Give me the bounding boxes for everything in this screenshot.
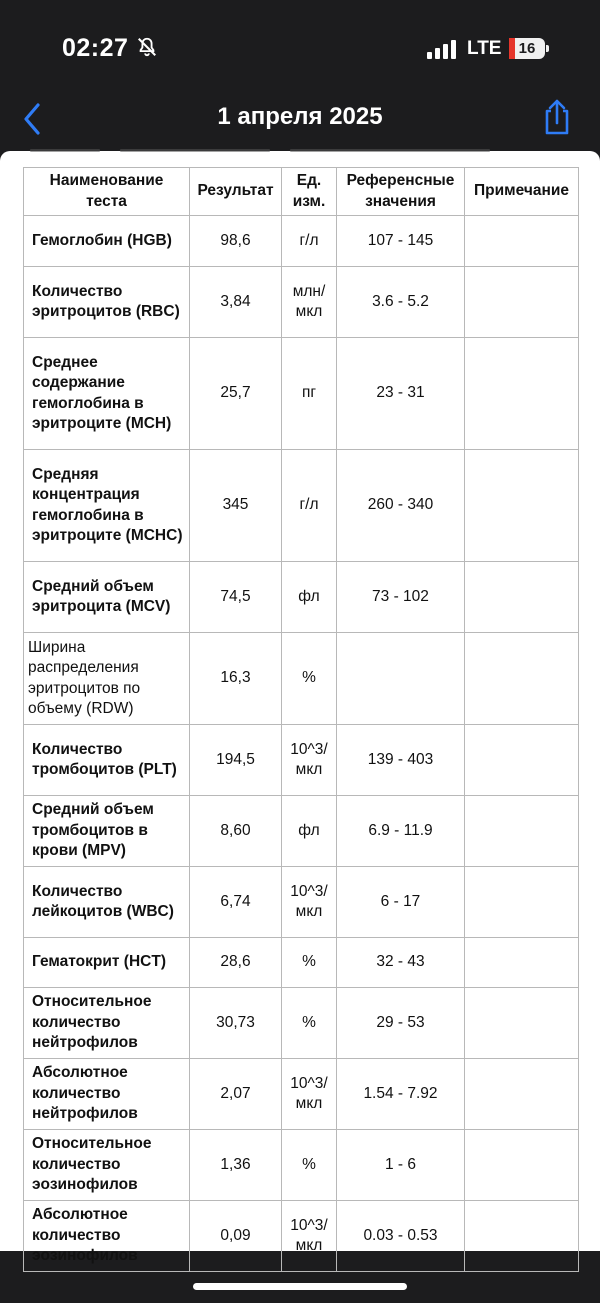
test-reference: 0.03 - 0.53 (337, 1201, 465, 1272)
test-reference: 260 - 340 (337, 450, 465, 562)
test-name: Гемоглобин (HGB) (24, 216, 190, 267)
header-result: Результат (190, 168, 282, 216)
battery-level-fill (509, 38, 515, 59)
test-name: Средний объем эритроцита (MCV) (24, 562, 190, 633)
test-name: Среднее содержание гемоглобина в эритроците (MCH) (24, 338, 190, 450)
test-unit: млн/ мкл (282, 267, 337, 338)
test-result: 194,5 (190, 725, 282, 796)
test-result: 98,6 (190, 216, 282, 267)
table-row (24, 725, 579, 796)
test-note (465, 450, 579, 562)
status-time: 02:27 (62, 34, 129, 62)
page-title: 1 апреля 2025 (217, 103, 383, 130)
test-reference: 73 - 102 (337, 562, 465, 633)
test-name: Средний объем тромбоцитов в крови (MPV) (24, 796, 190, 867)
test-name: Количество эритроцитов (RBC) (24, 267, 190, 338)
table-row (24, 1059, 579, 1130)
table-row (24, 1201, 579, 1272)
table-row (24, 338, 579, 450)
test-reference: 32 - 43 (337, 938, 465, 988)
table-row (24, 450, 579, 562)
test-note (465, 1059, 579, 1130)
table-row (24, 938, 579, 988)
battery-percent: 16 (518, 40, 536, 57)
test-note (465, 1201, 579, 1272)
test-result: 30,73 (190, 988, 282, 1059)
bell-slash-icon (136, 36, 158, 58)
test-unit: г/л (282, 216, 337, 267)
test-name: Абсолютное количество нейтрофилов (24, 1059, 190, 1130)
table-row (24, 633, 579, 725)
test-result: 74,5 (190, 562, 282, 633)
test-note (465, 796, 579, 867)
header-unit: Ед. изм. (282, 168, 337, 216)
test-note (465, 338, 579, 450)
test-result: 345 (190, 450, 282, 562)
document-sheet[interactable] (0, 151, 600, 1265)
test-reference: 1 - 6 (337, 1130, 465, 1201)
test-name: Относительное количество нейтрофилов (24, 988, 190, 1059)
test-result: 3,84 (190, 267, 282, 338)
table-row (24, 562, 579, 633)
test-reference: 139 - 403 (337, 725, 465, 796)
cut-off-text-line (30, 139, 570, 155)
status-bar (0, 0, 600, 95)
test-note (465, 633, 579, 725)
test-reference: 3.6 - 5.2 (337, 267, 465, 338)
battery-icon (509, 38, 545, 59)
test-reference: 1.54 - 7.92 (337, 1059, 465, 1130)
test-name: Средняя концентрация гемоглобина в эритроците (MCHC) (24, 450, 190, 562)
test-reference: 29 - 53 (337, 988, 465, 1059)
table-row (24, 796, 579, 867)
table-row (24, 1130, 579, 1201)
test-note (465, 562, 579, 633)
test-unit: % (282, 988, 337, 1059)
test-name: Количество лейкоцитов (WBC) (24, 867, 190, 938)
network-type: LTE (467, 38, 502, 59)
test-note (465, 938, 579, 988)
header-test-name: Наименование теста (24, 168, 190, 216)
table-row (24, 867, 579, 938)
test-result: 16,3 (190, 633, 282, 725)
test-name: Относительное количество эозинофилов (24, 1130, 190, 1201)
test-reference: 23 - 31 (337, 338, 465, 450)
test-reference: 6.9 - 11.9 (337, 796, 465, 867)
battery-cap (546, 45, 549, 52)
test-note (465, 216, 579, 267)
test-unit: 10^3/ мкл (282, 867, 337, 938)
test-unit: 10^3/ мкл (282, 725, 337, 796)
test-result: 25,7 (190, 338, 282, 450)
test-result: 6,74 (190, 867, 282, 938)
test-result: 0,09 (190, 1201, 282, 1272)
test-result: 28,6 (190, 938, 282, 988)
test-reference (337, 633, 465, 725)
table-row (24, 216, 579, 267)
test-unit: фл (282, 562, 337, 633)
test-name: Количество тромбоцитов (PLT) (24, 725, 190, 796)
table-row (24, 267, 579, 338)
test-name: Абсолютное количество эозинофилов (24, 1201, 190, 1272)
test-unit: % (282, 633, 337, 725)
test-name: Ширина распределения эритроцитов по объему (RDW) (24, 633, 190, 725)
table-header-row (24, 168, 579, 216)
table-row (24, 988, 579, 1059)
header-note: Примечание (465, 168, 579, 216)
signal-bars-icon (427, 39, 459, 59)
test-result: 8,60 (190, 796, 282, 867)
test-reference: 6 - 17 (337, 867, 465, 938)
test-note (465, 867, 579, 938)
test-reference: 107 - 145 (337, 216, 465, 267)
results-table (23, 167, 579, 1272)
test-result: 2,07 (190, 1059, 282, 1130)
test-unit: 10^3/ мкл (282, 1201, 337, 1272)
test-name: Гематокрит (HCT) (24, 938, 190, 988)
test-unit: % (282, 1130, 337, 1201)
test-note (465, 1130, 579, 1201)
test-note (465, 725, 579, 796)
share-icon[interactable] (541, 97, 573, 137)
home-indicator[interactable] (193, 1283, 407, 1290)
test-unit: пг (282, 338, 337, 450)
test-note (465, 988, 579, 1059)
test-unit: % (282, 938, 337, 988)
test-note (465, 267, 579, 338)
test-unit: фл (282, 796, 337, 867)
header-reference: Референсные значения (337, 168, 465, 216)
test-result: 1,36 (190, 1130, 282, 1201)
test-unit: 10^3/ мкл (282, 1059, 337, 1130)
test-unit: г/л (282, 450, 337, 562)
